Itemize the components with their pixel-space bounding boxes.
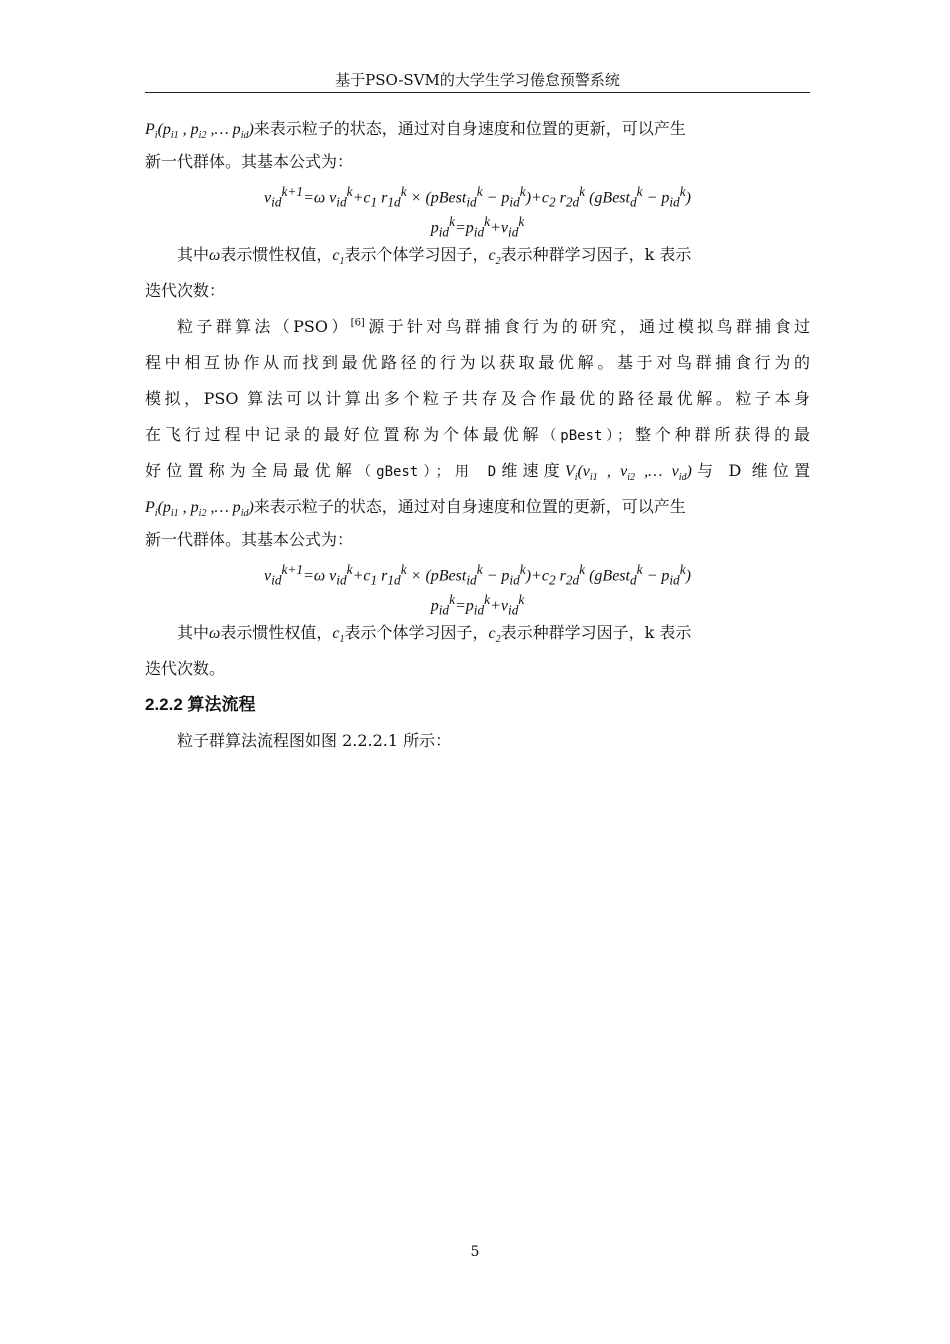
pso-paragraph-line-2: 程中相互协作从而找到最优路径的行为以获取最优解。基于对鸟群捕食行为的 bbox=[145, 353, 810, 372]
formula-intro-2: 新一代群体。其基本公式为： bbox=[145, 530, 354, 549]
pso-paragraph-line-5: 好位置称为全局最优解（gBest）；用 D维速度$V_i(v_{i1}$ , $v_{i2}$ ,… $v_{id}$)与 D 维位置 bbox=[145, 461, 810, 484]
c2-symbol: $c_2$ bbox=[488, 247, 501, 268]
math-state-vector: $P_i(p_{i1}$ , $p_{i2}$ ,… $p_{id}$) bbox=[145, 121, 254, 142]
c1-symbol: $c_1$ bbox=[332, 247, 345, 268]
pso-paragraph-line-3: 模拟，PSO 算法可以计算出多个粒子共存及合作最优的路径最优解。粒子本身 bbox=[145, 389, 810, 408]
c1-symbol-2: $c_1$ bbox=[332, 625, 345, 646]
state-line bbox=[145, 111, 810, 147]
page-header-title: 基于PSO-SVM的大学生学习倦怠预警系统 bbox=[335, 71, 620, 89]
page-number: 5 bbox=[470, 1244, 480, 1260]
where-line-2: 其中ω表示惯性权值，$c_1$表示个体学习因子，$c_2$表示种群学习因子，k 表示 bbox=[177, 623, 692, 646]
formula-intro: 新一代群体。其基本公式为： bbox=[145, 152, 354, 171]
section-heading: 2.2.2 算法流程 bbox=[145, 695, 256, 714]
document-body bbox=[145, 111, 810, 759]
state-text: 来表示粒子的状态，通过对自身速度和位置的更新，可以产生 bbox=[253, 119, 686, 138]
omega-symbol-2: ω bbox=[209, 625, 221, 642]
omega-symbol: ω bbox=[209, 247, 221, 264]
header-divider bbox=[145, 92, 810, 93]
iteration-line: 迭代次数： bbox=[145, 281, 226, 300]
position-equation-2: $p_{id}^k=p_{id}^k+v_{id}^k$ bbox=[430, 592, 525, 618]
where-line: 其中ω表示惯性权值，$c_1$表示个体学习因子，$c_2$表示种群学习因子，k 表示 bbox=[177, 245, 692, 268]
iteration-line-2: 迭代次数。 bbox=[145, 659, 226, 678]
pso-paragraph-line-1: 粒子群算法（PSO）[6]源于针对鸟群捕食行为的研究，通过模拟鸟群捕食过 bbox=[177, 317, 810, 336]
state-line-2: $P_i(p_{i1}$ , $p_{i2}$ ,… $p_{id}$)来表示粒子的状态，通过对自身速度和位置的更新，可以产生 bbox=[145, 497, 686, 520]
math-state-vector-2: $P_i(p_{i1}$ , $p_{i2}$ ,… $p_{id}$) bbox=[145, 499, 254, 520]
pso-paragraph-line-4: 在飞行过程中记录的最好位置称为个体最优解（pBest）；整个种群所获得的最 bbox=[145, 425, 810, 444]
c2-symbol-2: $c_2$ bbox=[488, 625, 501, 646]
velocity-equation: $v_{id}^{k+1}=\omega$ $v_{id}^k+c_1$ $r_{1d}^k$ × (pBest$_{id}^k$ − $p_{id}^k)+c_2$ $r_{2d}^k$ (gBest$_d^k$ − $p_{id}^k$) bbox=[264, 184, 691, 210]
flowchart-intro: 粒子群算法流程图如图 2.2.2.1 所示： bbox=[177, 731, 452, 750]
velocity-equation-2: $v_{id}^{k+1}=\omega$ $v_{id}^k+c_1$ $r_{1d}^k$ × (pBest$_{id}^k$ − $p_{id}^k)+c_2$ $r_{2d}^k$ (gBest$_d^k$ − $p_{id}^k$) bbox=[264, 562, 691, 588]
position-equation: $p_{id}^k=p_{id}^k+v_{id}^k$ bbox=[430, 214, 525, 240]
math-velocity-vector: $V_i(v_{i1}$ , $v_{i2}$ ,… $v_{id}$) bbox=[564, 463, 692, 484]
citation-ref: [6] bbox=[350, 317, 365, 329]
